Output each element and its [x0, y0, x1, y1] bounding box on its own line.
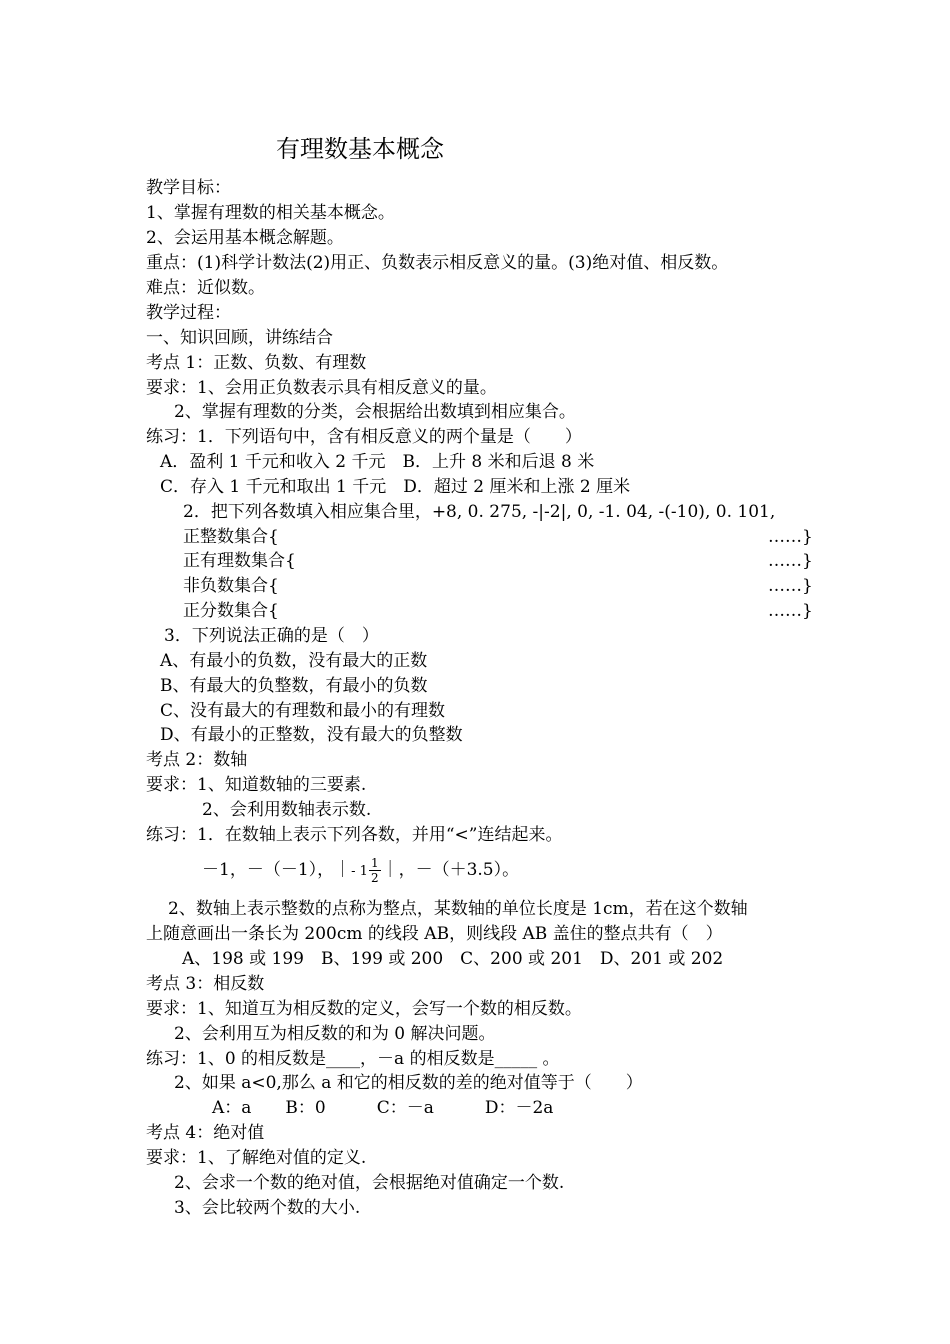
- fraction-numerator: 1: [370, 856, 379, 870]
- fraction-denominator: 2: [370, 871, 379, 885]
- set-ellipsis: ……}: [768, 551, 813, 571]
- goal-2: 2、会运用基本概念解题。: [146, 228, 344, 248]
- exercise-2-2-question-line-1: 2、数轴上表示整数的点称为整点，某数轴的单位长度是 1cm，若在这个数轴: [168, 899, 748, 919]
- exercise-3-1-question: 练习：1、0 的相反数是____，－a 的相反数是_____ 。: [146, 1049, 560, 1069]
- goal-1: 1、掌握有理数的相关基本概念。: [146, 203, 395, 223]
- topic-3-requirement-1: 要求：1、知道互为相反数的定义，会写一个数的相反数。: [146, 999, 582, 1019]
- exercise-1-1-options-ab: A．盈利 1 千元和收入 2 千元 B．上升 8 米和后退 8 米: [160, 452, 595, 472]
- teaching-goals-heading: 教学目标：: [146, 178, 231, 198]
- set-ellipsis: ……}: [768, 601, 813, 621]
- topic-4-requirement-1: 要求：1、了解绝对值的定义.: [146, 1148, 367, 1168]
- numbers-part-1: －1，－（－1），｜: [202, 860, 352, 880]
- set-positive-fractions: [183, 600, 813, 622]
- topic-4-heading: 考点 4：绝对值: [146, 1123, 265, 1143]
- exercise-2-2-options: A、198 或 199 B、199 或 200 C、200 或 201 D、201 或 202: [182, 949, 724, 969]
- topic-1-heading: 考点 1：正数、负数、有理数: [146, 353, 367, 373]
- topic-2-heading: 考点 2：数轴: [146, 750, 248, 770]
- set-label: 正整数集合{: [183, 527, 279, 547]
- topic-4-requirement-3: 3、会比较两个数的大小.: [174, 1198, 361, 1218]
- section-one-heading: 一、知识回顾，讲练结合: [146, 328, 333, 348]
- topic-1-requirement-1: 要求：1、会用正负数表示具有相反意义的量。: [146, 378, 497, 398]
- set-label: 正有理数集合{: [183, 551, 296, 571]
- set-label: 非负数集合{: [183, 576, 279, 596]
- topic-2-requirement-2: 2、会利用数轴表示数.: [202, 800, 372, 820]
- fraction-one-half: [369, 856, 381, 885]
- exercise-1-3-question: 3．下列说法正确的是（ ）: [164, 626, 379, 646]
- exercise-1-2-question: 2．把下列各数填入相应集合里，+8, 0. 275, -|-2|, 0, -1. 04, -(-10), 0. 101,: [183, 502, 776, 522]
- exercise-1-3-option-d: D、有最小的正整数，没有最大的负整数: [160, 725, 463, 745]
- exercise-2-1-numbers: [202, 856, 519, 885]
- set-label: 正分数集合{: [183, 601, 279, 621]
- set-non-negatives: [183, 575, 813, 597]
- set-ellipsis: ……}: [768, 527, 813, 547]
- topic-3-requirement-2: 2、会利用互为相反数的和为 0 解决问题。: [174, 1024, 496, 1044]
- document-title: 有理数基本概念: [276, 135, 444, 163]
- set-ellipsis: ……}: [768, 576, 813, 596]
- exercise-2-1-question: 练习：1．在数轴上表示下列各数，并用“<”连结起来。: [146, 825, 563, 845]
- exercise-1-1-question: 练习：1．下列语句中，含有相反意义的两个量是（ ）: [146, 427, 582, 447]
- exercise-1-3-option-a: A、有最小的负数，没有最大的正数: [160, 651, 428, 671]
- topic-2-requirement-1: 要求：1、知道数轴的三要素.: [146, 775, 367, 795]
- key-points: 重点：(1)科学计数法(2)用正、负数表示相反意义的量。(3)绝对值、相反数。: [146, 253, 729, 273]
- exercise-1-3-option-b: B、有最大的负整数，有最小的负数: [160, 676, 428, 696]
- topic-1-requirement-2: 2、掌握有理数的分类，会根据给出数填到相应集合。: [174, 402, 576, 422]
- teaching-process-heading: 教学过程：: [146, 303, 231, 323]
- topic-4-requirement-2: 2、会求一个数的绝对值，会根据绝对值确定一个数.: [174, 1173, 565, 1193]
- topic-3-heading: 考点 3：相反数: [146, 974, 265, 994]
- set-positive-rationals: [183, 550, 813, 572]
- numbers-part-2: ｜，－（＋3.5）。: [381, 860, 520, 880]
- exercise-1-1-options-cd: C．存入 1 千元和取出 1 千元 D．超过 2 厘米和上涨 2 厘米: [160, 477, 631, 497]
- exercise-3-2-question: 2、如果 a<0,那么 a 和它的相反数的差的绝对值等于（ ）: [174, 1073, 643, 1093]
- set-positive-integers: [183, 526, 813, 548]
- exercise-3-2-options: A：a B：0 C：－a D：－2a: [212, 1098, 554, 1118]
- mixed-number-whole: - 1: [351, 864, 368, 879]
- exercise-1-3-option-c: C、没有最大的有理数和最小的有理数: [160, 701, 446, 721]
- exercise-2-2-question-line-2: 上随意画出一条长为 200cm 的线段 AB，则线段 AB 盖住的整点共有（ ）: [146, 924, 723, 944]
- difficult-points: 难点：近似数。: [146, 278, 265, 298]
